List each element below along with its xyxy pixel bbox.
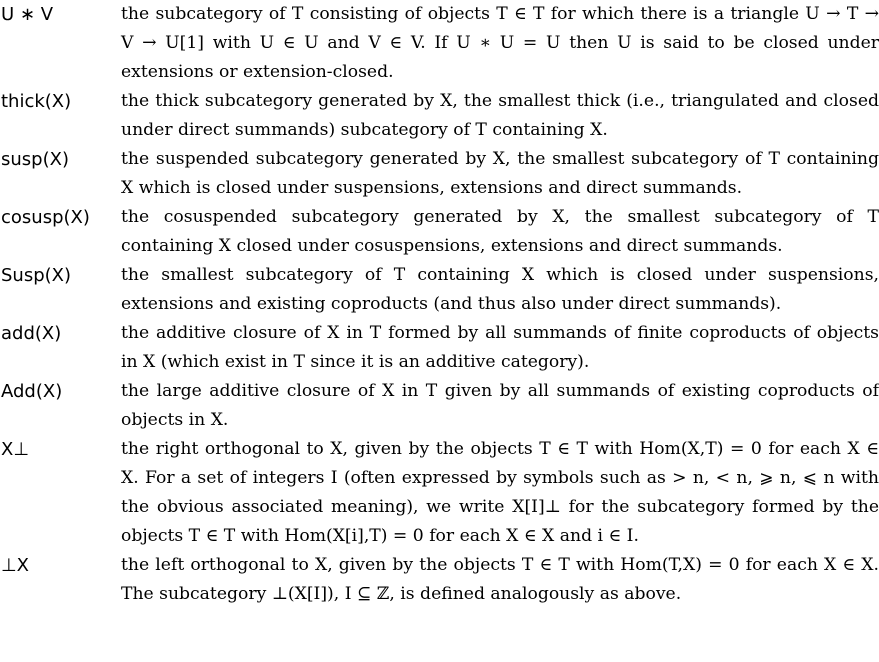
glossary-term: ⊥X [1,555,30,576]
glossary-term: thick(X) [1,91,72,112]
glossary-term: U ∗ V [1,4,54,25]
glossary-term: Add(X) [1,381,63,402]
glossary-entry [0,551,879,609]
glossary-definition: the additive closure of X in T formed by all summands of finite coproducts of objects in X (which exist in T since it is an additive category). [121,323,879,372]
glossary-definition: the thick subcategory generated by X, the smallest thick (i.e., triangulated and closed under direct summands) subcategory of T containing X. [121,91,879,140]
glossary-definition: the right orthogonal to X, given by the objects T ∈ T with Hom(X,T) = 0 for each X ∈ X. For a set of integers I (often expressed by symbols such as > n, < n, ⩾ n, ⩽ n with the obvious associated meaning), we write X[I]⊥ for the subcategory formed by the objects T ∈ T with Hom(X[i],T) = 0 for each X ∈ X and i ∈ I. [121,439,879,546]
glossary-entry [0,0,879,87]
glossary-term: Susp(X) [1,265,72,286]
glossary-definition: the large additive closure of X in T given by all summands of existing coproducts of objects in X. [121,381,879,430]
glossary-definition: the subcategory of T consisting of objects T ∈ T for which there is a triangle U → T → V → U[1] with U ∈ U and V ∈ V. If U ∗ U = U then U is said to be closed under extensions or extension-closed. [121,4,879,82]
glossary-term: susp(X) [1,149,69,170]
glossary-term: add(X) [1,323,62,344]
glossary-entry [0,203,879,261]
glossary-definition: the smallest subcategory of T containing X which is closed under suspensions, extensions and existing coproducts (and thus also under direct summands). [121,265,879,314]
glossary-entry [0,87,879,145]
glossary-entry [0,145,879,203]
glossary-entry [0,319,879,377]
glossary-term: cosusp(X) [1,207,90,228]
glossary-definition: the suspended subcategory generated by X, the smallest subcategory of T containing X which is closed under suspensions, extensions and direct summands. [121,149,879,198]
glossary-definition: the left orthogonal to X, given by the objects T ∈ T with Hom(T,X) = 0 for each X ∈ X. The subcategory ⊥(X[I]), I ⊆ ℤ, is defined analogously as above. [121,555,879,604]
glossary-entry [0,435,879,551]
glossary-term: X⊥ [1,439,30,460]
glossary-entry [0,377,879,435]
glossary-definition: the cosuspended subcategory generated by X, the smallest subcategory of T containing X closed under cosuspensions, extensions and direct summands. [121,207,879,256]
glossary-entry [0,261,879,319]
